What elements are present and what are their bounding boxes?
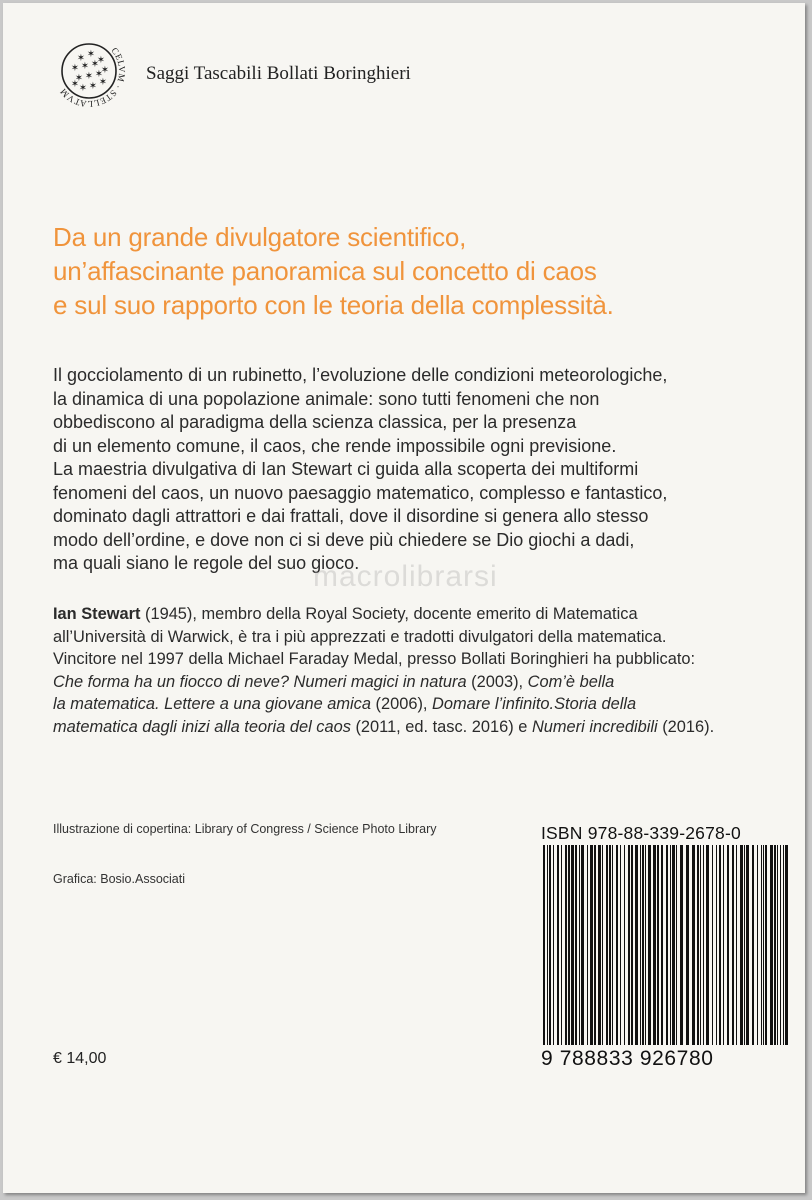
book-title: la matematica. Lettere a una giovane amica: [53, 695, 371, 713]
headline-line: Da un grande divulgatore scientifico,: [53, 222, 467, 252]
svg-text:✶: ✶: [70, 79, 80, 90]
svg-text:✶: ✶: [98, 77, 108, 88]
svg-text:✶: ✶: [100, 65, 110, 76]
book-title: Com’è bella: [527, 672, 615, 691]
isbn: ISBN 978-88-339-2678-0: [541, 823, 741, 843]
bio-text: (2016).: [657, 717, 715, 736]
svg-text:✶: ✶: [90, 59, 100, 70]
back-cover: [3, 3, 805, 1193]
design-credit: Grafica: Bosio.Associati: [53, 872, 185, 886]
bio-text: (2006),: [370, 695, 433, 713]
description-line: dominato dagli attrattori e dai frattali, dove il disordine si genera allo stesso: [53, 506, 649, 526]
author-name: Ian Stewart: [53, 605, 141, 623]
headline-line: un’affascinante panoramica sul concetto di caos: [53, 256, 597, 286]
barcode-number: 9 788833 926780: [541, 1047, 714, 1070]
book-title: matematica dagli inizi alla teoria del caos: [53, 717, 351, 736]
bio-text: (2003),: [466, 672, 528, 691]
cover-credit: Illustrazione di copertina: Library of Congress / Science Photo Library: [53, 822, 437, 836]
svg-text:✶: ✶: [80, 61, 90, 72]
svg-text:✶: ✶: [96, 55, 106, 66]
celum-stellatum-logo-icon: [51, 33, 127, 109]
svg-text:✶: ✶: [88, 81, 98, 92]
book-title: Numeri incredibili: [531, 717, 658, 736]
svg-text:✶: ✶: [78, 83, 88, 94]
author-bio: [53, 603, 793, 738]
description-line: ma quali siano le regole del suo gioco.: [53, 553, 360, 573]
svg-text:✶: ✶: [94, 69, 104, 80]
description-line: di un elemento comune, il caos, che rende impossibile ogni previsione.: [53, 435, 617, 456]
headline: [53, 220, 793, 322]
price: € 14,00: [53, 1050, 107, 1067]
svg-text:✶: ✶: [74, 73, 84, 84]
book-title: Domare l’infinito.Storia della: [432, 695, 637, 713]
description: [53, 364, 793, 576]
description-line: Il gocciolamento di un rubinetto, l’evoluzione delle condizioni meteorologiche,: [53, 365, 668, 385]
bio-text: (1945), membro della Royal Society, docente emerito di Matematica: [140, 605, 638, 623]
barcode: [541, 845, 791, 1045]
description-line: obbediscono al paradigma della scienza classica, per la presenza: [53, 412, 577, 432]
watermark: macrolibrarsi: [313, 560, 498, 593]
svg-text:✶: ✶: [84, 71, 94, 82]
description-line: fenomeni del caos, un nuovo paesaggio matematico, complesso e fantastico,: [53, 482, 668, 503]
svg-text:✶: ✶: [76, 53, 86, 64]
logo-text: CELVM · STELLATVM: [57, 45, 127, 109]
bio-text: all’Università di Warwick, è tra i più apprezzati e tradotti divulgatori della matematica.: [53, 627, 667, 646]
svg-text:✶: ✶: [70, 63, 80, 74]
bio-text: (2011, ed. tasc. 2016) e: [350, 717, 532, 736]
series-title: Saggi Tascabili Bollati Boringhieri: [146, 63, 411, 84]
description-line: modo dell’ordine, e dove non ci si deve più chiedere se Dio giochi a dadi,: [53, 529, 635, 550]
book-title: Che forma ha un fiocco di neve? Numeri magici in natura: [53, 672, 467, 691]
bio-text: Vincitore nel 1997 della Michael Faraday Medal, presso Bollati Boringhieri ha pubblicato:: [53, 650, 696, 668]
svg-text:✶: ✶: [86, 49, 96, 60]
headline-line: e sul suo rapporto con le teoria della complessità.: [53, 290, 614, 320]
description-line: la dinamica di una popolazione animale: sono tutti fenomeni che non: [53, 388, 600, 409]
description-line: La maestria divulgativa di Ian Stewart ci guida alla scoperta dei multiformi: [53, 459, 639, 479]
